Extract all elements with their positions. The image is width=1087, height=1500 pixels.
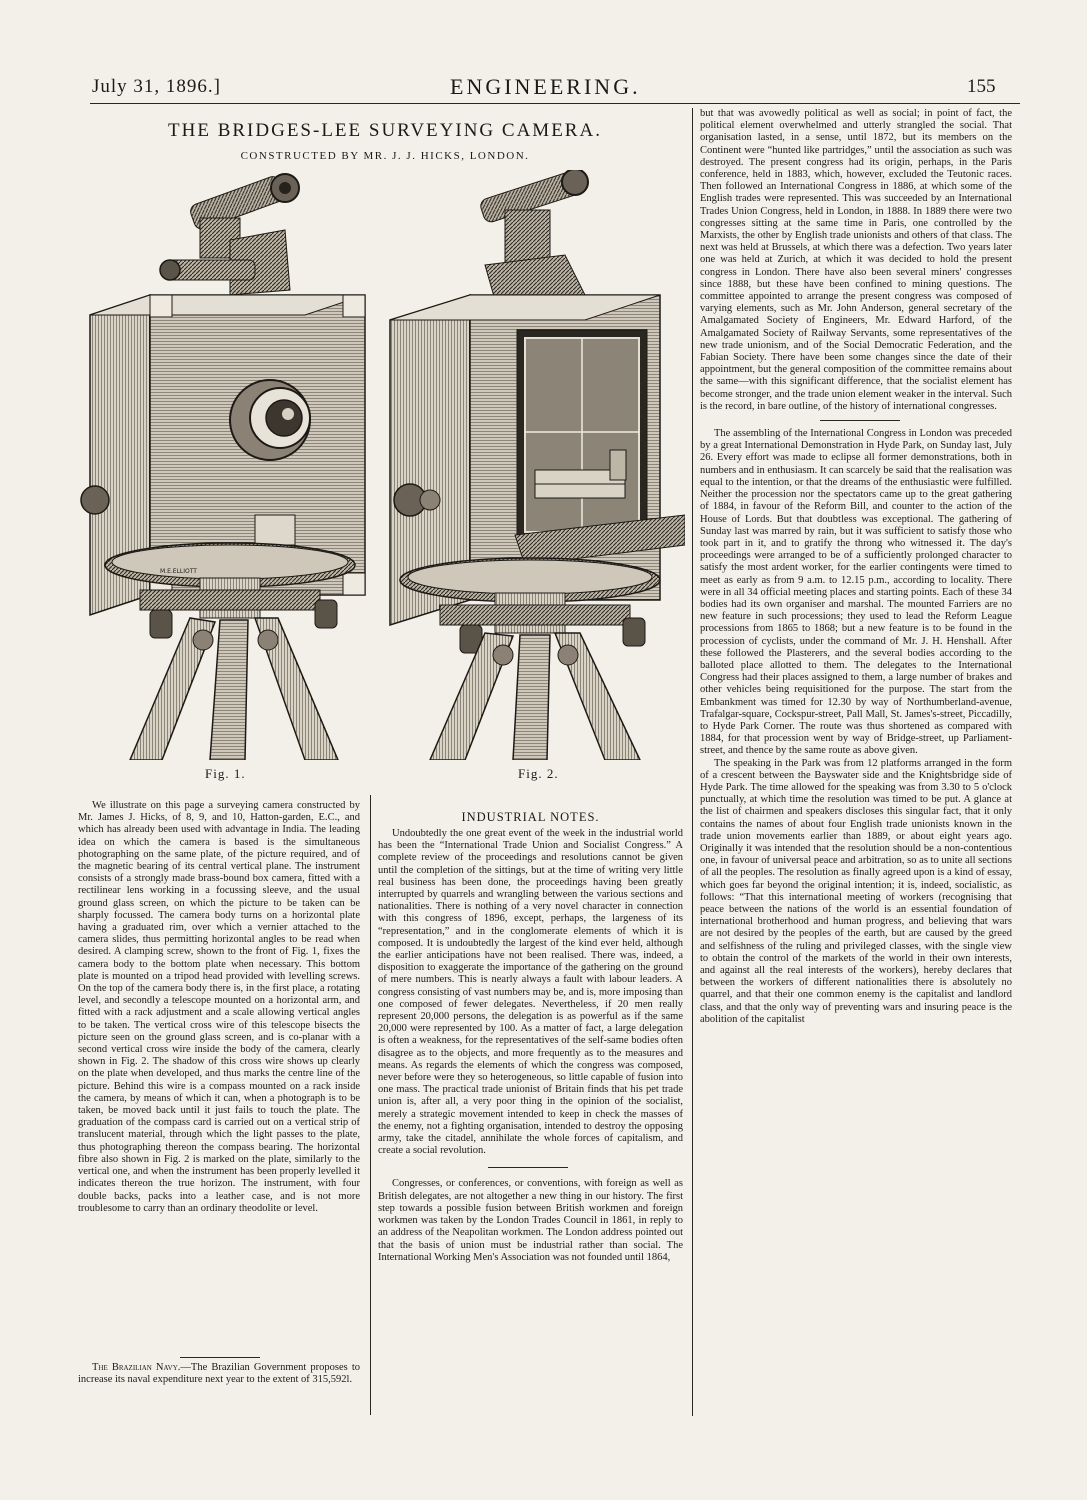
- industrial-para-1: Undoubtedly the one great event of the week in the industrial world has been the “International Trade Union and Socialist Congress.” A complete review of the proceedings and resolutions cannot be given until the completion of the sittings, but at the time of writing very little real business has been done, the proceedings having been greatly interrupted by quarrels and wrangling between the various sections and nationalities. There is nothing of a very novel character in connection with this congress of 1896, except, perhaps, the largeness of its “representation,” and in the conglomerate elements of which it is composed. It is undoubtedly the largest of the kind ever held, although the earlier anticipations have not been realised. There was, indeed, a disposition to exaggerate the importance of the gathering on the ground of mere numbers. This is nearly always a fault with labour leaders. A congress consisting of vast numbers may be, and is, more imposing than one composed of fewer delegates. Nevertheless, if 20 men really represent 20,000 persons, the delegation is as powerful as if the same 20,000 were represented by 100. As a matter of fact, a large delegation is often a weakness, for the representatives of the self-same bodies often disagree as to the objects, and more frequently as to the measures and means. As regards the elements of which the congress was composed, never before were they so heterogeneous, so little capable of fusion into one mass. The practical trade unionist of Britain finds that his pet trade union is, after all, a very poor thing in the opinion of the socialist, merely a strategic movement intended to keep in check the masses of the enemy, not a fighting organisation, intended to destroy the opposing army, take the citadel, annihilate the whole forces of capitalism, and create a social revolution.: [378, 828, 683, 1157]
- article-title: THE BRIDGES-LEE SURVEYING CAMERA.: [168, 120, 602, 141]
- article-body-text: We illustrate on this page a surveying camera constructed by Mr. James J. Hicks, of 8, 9, and 10, Hatton-garden, E.C., and which has already been used with advantage in India. The leading idea on which the camera is based is the simultaneous photographing on the same plate, of the picture required, and of the magnetic bearing of its central vertical plane. The instrument consists of a strongly made brass-bound box camera, fitted with a rectilinear lens working in a focussing sleeve, and the usual ground glass screen, on which the picture to be taken can be sharply focussed. The camera body turns on a horizontal plate having a graduated rim, over which a vernier attached to the camera slides, thus permitting horizontal angles to be read when desired. A clamping screw, shown to the front of Fig. 1, fixes the camera body to the bottom plate when necessary. This bottom plate is mounted on a tripod head provided with levelling screws. On the top of the camera body there is, in the first place, a rotating level, and secondly a telescope mounted on a horizontal arm, and fitted with a rack adjustment and a scale allowing vertical angles to be taken. The vertical cross wire of this telescope bisects the picture seen on the ground glass screen, and is co-planar with a second vertical cross wire inside the body of the camera, clearly shown in Fig. 2. The shadow of this cross wire shows up clearly on the plate when developed, and thus marks the centre line of the picture. Behind this wire is a compass mounted on a rack inside the camera, by means of which it can, when a photograph is to be taken, be moved back until it just fails to touch the plate. The graduation of the compass card is carried out on a vertical strip of translucent material, through which the light passes to the plate, thus photographing thereon the compass bearing. The horizontal fibre also shown in Fig. 2 is marked on the plate, similarly to the vertical one, and when the instrument has been properly levelled it indicates thereon the true horizon. The instrument, with four double backs, packs into a leather case, and is not more troublesome to carry than an ordinary theodolite or level.: [78, 800, 360, 1214]
- issue-date: July 31, 1896.]: [92, 76, 221, 97]
- col3-para-1: but that was avowedly political as well as social; in point of fact, the political element overwhelmed and utterly strangled the social. That organisation lasted, in a sense, until 1872, but its members on the Continent were “hunted like partridges,” until the association as such was destroyed. The present congress had its origin, perhaps, in the Paris conference, held in 1883, which, however, excluded the Teutonic races. Then followed an International Congress in 1886, at which some of the English trades were represented. This was succeeded by an International Trades Union Congress, held in London, in 1888. In 1889 there were two congresses sitting at the same time in Paris, one controlled by the Marxists, the other by English trade unionists and others of that class. The next was held at Brussels, at which there was a defection. Two years later one was held at Zurich, at which it was decided to hold the present congress in London. There have also been several miners' congresses since 1888, but these have been confined to mining questions. The committee appointed to arrange the present congress was composed of varying elements, such as Mr. John Anderson, general secretary of the Amalgamated Society of Engineers, Mr. Edward Harford, of the Amalgamated Society of Railway Servants, some representatives of the new trade unionism, and of the Social Democratic Federation, and the Fabian Society. There have been some changes since the date of their appointment, but the general composition of the committee remains about the same—with this significant difference, that the socialist element has become stronger, and the trade union element weaker in the interval. Such is the record, in bare outline, of the history of international congresses.: [700, 108, 1012, 412]
- page-number: 155: [967, 76, 996, 97]
- industrial-para-2: Congresses, or conferences, or conventions, with foreign as well as British delegates, are not altogether a new thing in our history. The first step towards a possible fusion between British workmen and foreign workmen was taken by the London Trades Council in 1861, in reply to an address of the Neapolitan workmen. The London address pointed out that the basis of union must be industrial rather than social. The International Working Men's Association was not founded until 1864,: [378, 1178, 683, 1263]
- figure-1-engraving: [80, 170, 380, 760]
- figure-1-caption: Fig. 1.: [205, 766, 246, 781]
- figure-2-engraving: [385, 170, 685, 760]
- article-subtitle: CONSTRUCTED BY MR. J. J. HICKS, LONDON.: [240, 150, 530, 162]
- note-heading: The Brazilian Navy.: [92, 1362, 181, 1373]
- industrial-separator: [488, 1167, 568, 1168]
- figure-1-camera-closed: [80, 170, 380, 760]
- brazilian-navy-note: [78, 1362, 360, 1412]
- col3-para-2: The assembling of the International Congress in London was preceded by a great International Demonstration in Hyde Park, on Sunday last, July 26. Every effort was made to eclipse all former demonstrations, both in numbers and in enthusiasm. It can scarcely be said that the realisation was equal to the intention, or that the dreams of the enthusiastic were fulfilled. Neither the procession nor the spectators came up to the great gathering of 1884, in favour of the Reform Bill, and counter to the action of the House of Lords. But that doubtless was exceptional. The gathering of Sunday last was marred by rain, but it was sufficient to satisfy those who took part in it, and to gratify the throng who witnessed it. The day's proceedings were arranged to be of a sufficiently prolonged character to satisfy the most ardent worker, for the earlier contingents were timed to meet as early as from 9 a.m. to 12.15 p.m., according to locality. There were in all 34 official meeting places and starting points. Each of these 34 bodies had its own organiser and marshal. The mounted Farriers are no new feature in such processions; they used to lead the Reform League processions from 1865 to 1868; but a new feature is to be found in the procession of cyclists, under the command of Mr. J. H. Henshall. After these followed the Plasterers, and the several bodies according to the balloted place allotted to them. The delegates to the International Congress had their places assigned to them, a large number of brakes and other vehicles being requisitioned for the purpose. The start from the Embankment was timed for 12.30 by way of Northumberland-avenue, Trafalgar-square, Cockspur-street, Pall Mall, St. James's-street, Piccadilly, to Hyde Park Corner. The route was thus shortened as compared with 1884, for that procession went by way of Bridge-street, up Parliament-street, and thence by the same route as above given.: [700, 428, 1012, 757]
- col3-para-3: The speaking in the Park was from 12 platforms arranged in the form of a crescent between the Bayswater side and the Knightsbridge side of Hyde Park. The time allowed for the speaking was from 3.30 to 5 o'clock punctually, at which time the resolution was timed to be put. A glance at the list of chairmen and speakers discloses this singular fact, that it only contains the names of about four English trade unionists known in the trade union movements earlier than 1889, or about eight years ago. Originally it was intended that the resolution should be a non-contentious one, in favour of universal peace and arbitration, so as to unite all sections of all the peoples. The resolution as finally agreed upon is a kind of essay, which goes far beyond the original intention; it is, indeed, socialistic, as follows: “That this international meeting of workers (recognising that peace between the nations of the world is an essential foundation of international brotherhood and human progress, and believing that wars are not desired by the peoples of the earth, but are caused by the greed and selfishness of the ruling and privileged classes, with the single view to obtain the control of the markets of the world in their own interests, and against all the real interests of the workers), hereby declares that between the workers of different nationalities there is absolutely no quarrel, and that their one common enemy is the capitalist and landlord class, and that the only way of preventing wars and insuring peace is the abolition of the capitalist: [700, 757, 1012, 1025]
- article-body-column: [78, 800, 360, 1355]
- note-body: —The Brazilian Government proposes to increase its naval expenditure next year to the extent of 315,592l.: [78, 1362, 360, 1386]
- engraver-mark: M.E.ELLIOTT: [160, 568, 197, 575]
- figure-2-camera-open: [385, 170, 685, 760]
- industrial-notes-column: [378, 828, 683, 1408]
- note-separator: [180, 1357, 260, 1358]
- column-divider-2: [692, 108, 693, 1416]
- industrial-notes-continued: [700, 108, 1012, 1413]
- header-rule: [90, 103, 1020, 104]
- column-divider-1: [370, 795, 371, 1415]
- journal-title: ENGINEERING.: [450, 74, 641, 99]
- figure-2-caption: Fig. 2.: [518, 766, 559, 781]
- col3-separator: [820, 420, 900, 421]
- industrial-notes-heading: INDUSTRIAL NOTES.: [461, 810, 600, 824]
